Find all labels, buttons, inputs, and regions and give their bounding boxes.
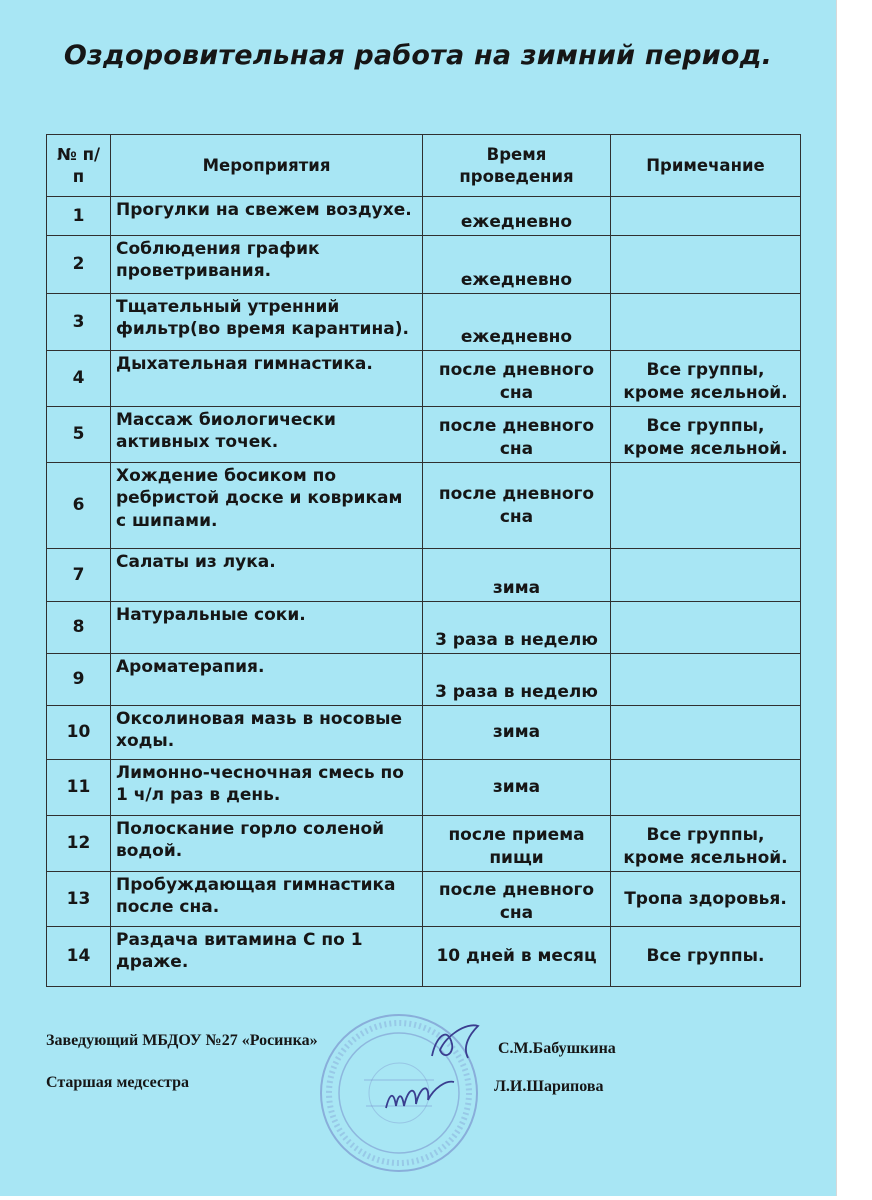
row-time: ежедневно: [423, 197, 611, 236]
row-time: ежедневно: [423, 236, 611, 294]
row-number: 11: [47, 760, 111, 816]
row-activity: Натуральные соки.: [111, 602, 423, 654]
table-row: [47, 816, 801, 872]
row-number: 10: [47, 706, 111, 760]
document-title: Оздоровительная работа на зимний период.: [63, 40, 773, 71]
row-activity: Лимонно-чесночная смесь по 1 ч/л раз в день.: [111, 760, 423, 816]
header-num: № п/п: [47, 135, 111, 197]
head-role: Заведующий МБДОУ №27 «Росинка»: [46, 1032, 318, 1049]
row-number: 6: [47, 463, 111, 549]
table-row: [47, 407, 801, 463]
row-note: Все группы, кроме ясельной.: [611, 351, 801, 407]
row-note: [611, 197, 801, 236]
row-time: после дневного сна: [423, 872, 611, 927]
row-time: зима: [423, 760, 611, 816]
row-activity: Дыхательная гимнастика.: [111, 351, 423, 407]
row-number: 5: [47, 407, 111, 463]
table-row: [47, 294, 801, 351]
activities-table: [46, 134, 801, 987]
header-activity: Мероприятия: [111, 135, 423, 197]
row-note: [611, 463, 801, 549]
signature-head-icon: [426, 1016, 484, 1068]
row-note: [611, 760, 801, 816]
table-row: [47, 602, 801, 654]
row-note: [611, 602, 801, 654]
row-activity: Пробуждающая гимнастика после сна.: [111, 872, 423, 927]
row-note: [611, 654, 801, 706]
row-activity: Оксолиновая мазь в носовые ходы.: [111, 706, 423, 760]
table-row: [47, 927, 801, 987]
table-row: [47, 760, 801, 816]
row-activity: Соблюдения график проветривания.: [111, 236, 423, 294]
table-header-row: [47, 135, 801, 197]
row-activity: Прогулки на свежем воздухе.: [111, 197, 423, 236]
table-row: [47, 654, 801, 706]
row-time: 10 дней в месяц: [423, 927, 611, 987]
row-number: 12: [47, 816, 111, 872]
row-number: 7: [47, 549, 111, 602]
row-note: [611, 294, 801, 351]
table-row: [47, 197, 801, 236]
row-number: 14: [47, 927, 111, 987]
table-row: [47, 549, 801, 602]
row-time: после дневного сна: [423, 351, 611, 407]
signature-nurse-icon: [382, 1074, 458, 1120]
row-note: Все группы, кроме ясельной.: [611, 816, 801, 872]
row-number: 1: [47, 197, 111, 236]
nurse-name: Л.И.Шарипова: [494, 1078, 604, 1095]
row-activity: Салаты из лука.: [111, 549, 423, 602]
row-note: [611, 549, 801, 602]
row-activity: Хождение босиком по ребристой доске и коврикам с шипами.: [111, 463, 423, 549]
row-note: [611, 236, 801, 294]
row-time: зима: [423, 706, 611, 760]
row-number: 8: [47, 602, 111, 654]
row-number: 2: [47, 236, 111, 294]
table-row: [47, 236, 801, 294]
row-activity: Ароматерапия.: [111, 654, 423, 706]
row-note: Все группы.: [611, 927, 801, 987]
row-time: ежедневно: [423, 294, 611, 351]
row-activity: Тщательный утренний фильтр(во время карантина).: [111, 294, 423, 351]
table-row: [47, 351, 801, 407]
row-number: 9: [47, 654, 111, 706]
row-note: [611, 706, 801, 760]
row-activity: Массаж биологически активных точек.: [111, 407, 423, 463]
row-number: 13: [47, 872, 111, 927]
row-time: 3 раза в неделю: [423, 654, 611, 706]
nurse-role: Старшая медсестра: [46, 1074, 189, 1091]
row-time: после дневного сна: [423, 407, 611, 463]
header-note: Примечание: [611, 135, 801, 197]
row-time: после дневного сна: [423, 463, 611, 549]
row-time: 3 раза в неделю: [423, 602, 611, 654]
table-row: [47, 706, 801, 760]
row-number: 3: [47, 294, 111, 351]
table-row: [47, 463, 801, 549]
head-name: С.М.Бабушкина: [498, 1040, 616, 1057]
row-note: Все группы, кроме ясельной.: [611, 407, 801, 463]
row-time: после приема пищи: [423, 816, 611, 872]
row-time: зима: [423, 549, 611, 602]
row-number: 4: [47, 351, 111, 407]
table-row: [47, 872, 801, 927]
row-note: Тропа здоровья.: [611, 872, 801, 927]
row-activity: Полоскание горло соленой водой.: [111, 816, 423, 872]
header-time: Время проведения: [423, 135, 611, 197]
row-activity: Раздача витамина С по 1 драже.: [111, 927, 423, 987]
